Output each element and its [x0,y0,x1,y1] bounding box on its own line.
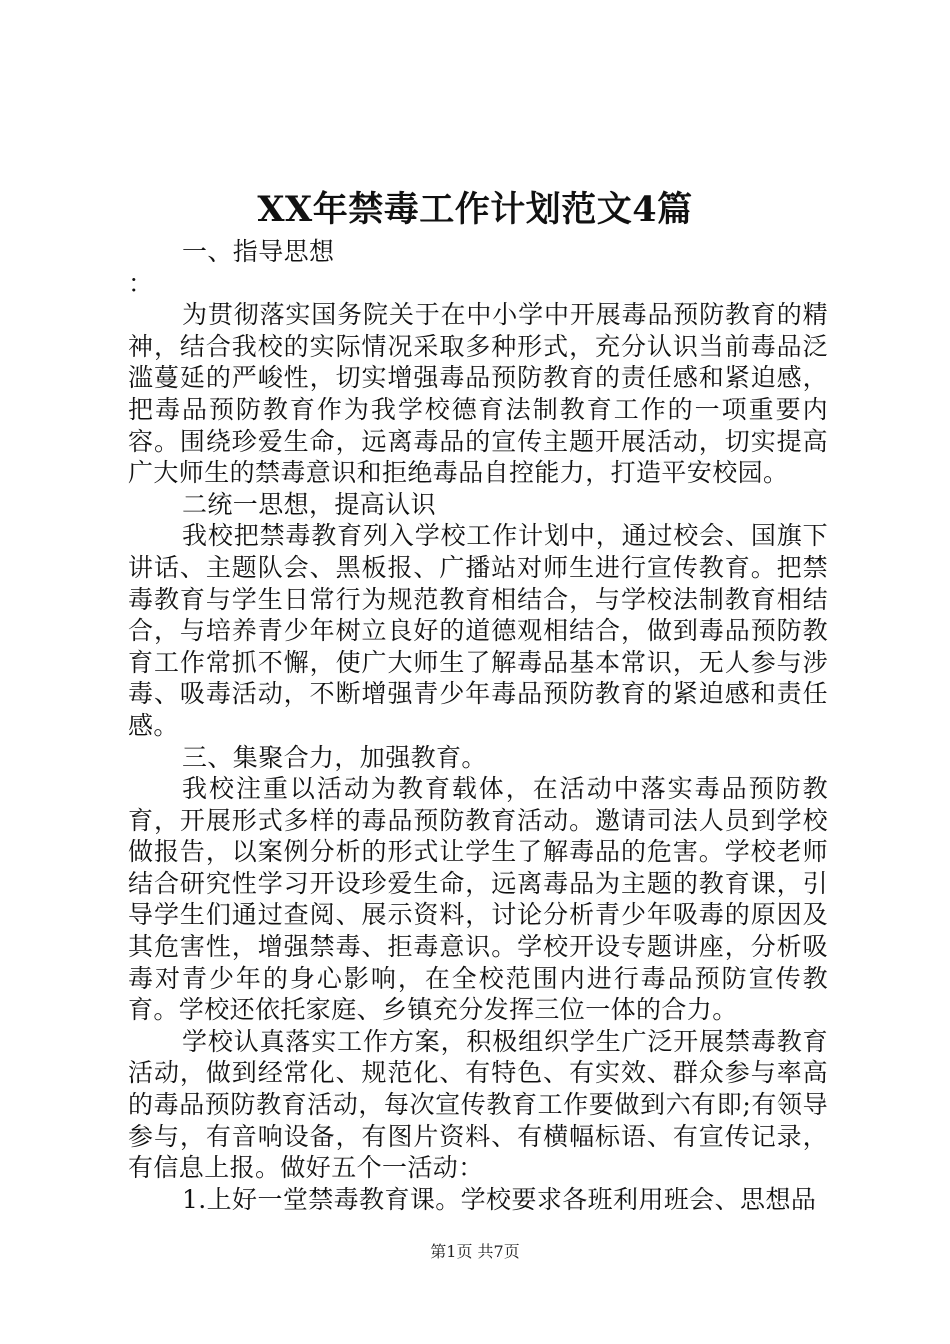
colon-line: ： [128,268,154,298]
document-title: XX年禁毒工作计划范文4篇 [257,189,693,230]
list-item-1: 1.上好一堂禁毒教育课。学校要求各班利用班会、思想品 [182,1184,817,1214]
section-heading-gather-forces: 三、集聚合力，加强教育。 [182,742,487,772]
section-heading-guiding-ideology: 一、指导思想 [182,237,335,266]
section-heading-unify-thinking: 二统一思想，提高认识 [182,489,437,519]
paragraph-implementation: 学校认真落实工作方案，积极组织学生广泛开展禁毒教育活动，做到经常化、规范化、有特色、有实效、群众参与率高的毒品预防教育活动，每次宣传教育工作要做到六有即;有领导参与，有音响设备，有图片资料、有横幅标语、有宣传记录，有信息上报。做好五个一活动： [128,1026,828,1183]
paragraph-guiding-ideology: 为贯彻落实国务院关于在中小学中开展毒品预防教育的精神，结合我校的实际情况采取多种形式，充分认识当前毒品泛滥蔓延的严峻性，切实增强毒品预防教育的责任感和紧迫感，把毒品预防教育作为我学校德育法制教育工作的一项重要内容。围绕珍爱生命，远离毒品的宣传主题开展活动，切实提高广大师生的禁毒意识和拒绝毒品自控能力，打造平安校园。 [128,300,828,488]
paragraph-gather-forces: 我校注重以活动为教育载体，在活动中落实毒品预防教育，开展形式多样的毒品预防教育活动。邀请司法人员到学校做报告，以案例分析的形式让学生了解毒品的危害。学校老师结合研究性学习开设珍爱生命，远离毒品为主题的教育课，引导学生们通过查阅、展示资料，讨论分析青少年吸毒的原因及其危害性，增强禁毒、拒毒意识。学校开设专题讲座，分析吸毒对青少年的身心影响，在全校范围内进行毒品预防宣传教育。学校还依托家庭、乡镇充分发挥三位一体的合力。 [128,774,828,1025]
paragraph-unify-thinking: 我校把禁毒教育列入学校工作计划中，通过校会、国旗下讲话、主题队会、黑板报、广播站对师生进行宣传教育。把禁毒教育与学生日常行为规范教育相结合，与学校法制教育相结合，与培养青少年树立良好的道德观相结合，做到毒品预防教育工作常抓不懈，使广大师生了解毒品基本常识，无人参与涉毒、吸毒活动，不断增强青少年毒品预防教育的紧迫感和责任感。 [128,521,828,740]
document-body [128,236,828,1215]
page-footer: 第1页 共7页 [430,1242,520,1261]
